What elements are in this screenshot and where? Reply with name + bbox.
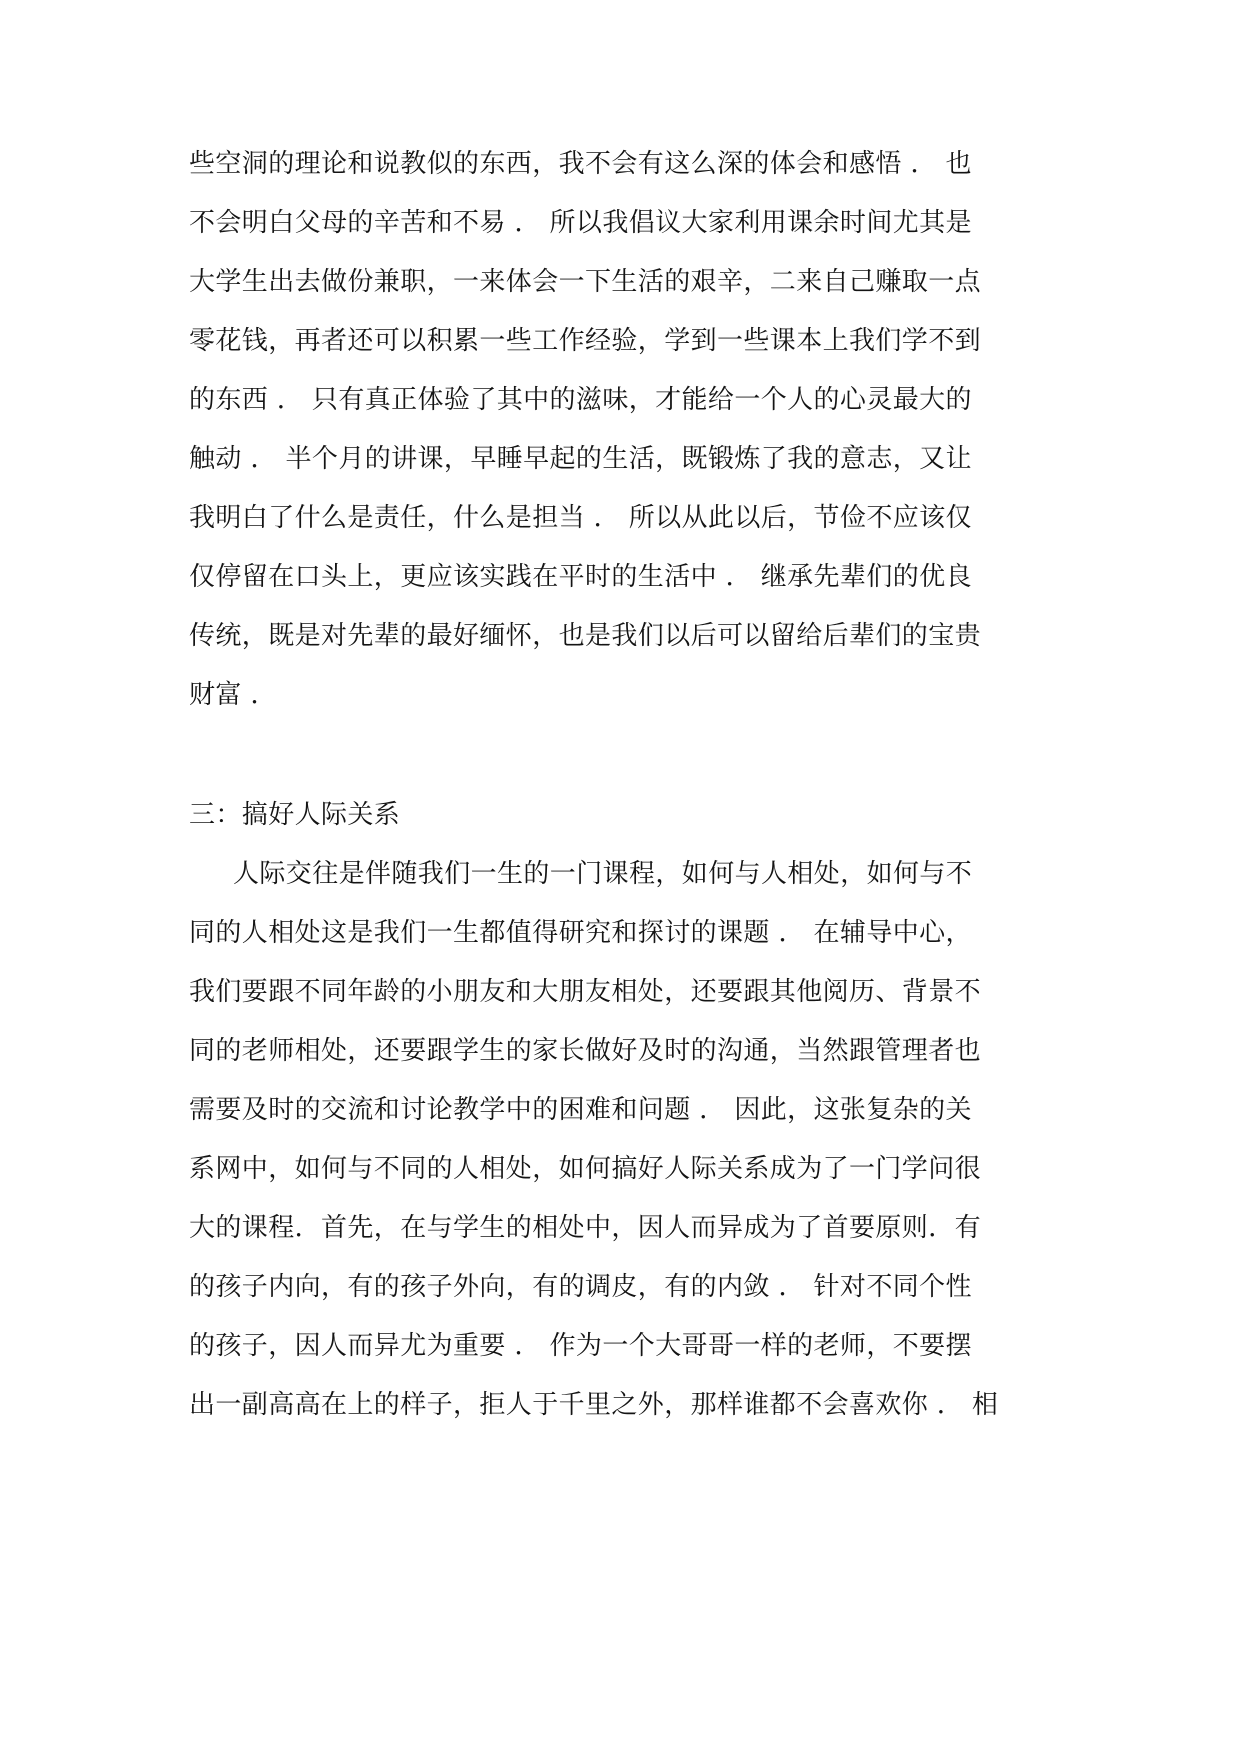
text-line: 大的课程．首先，在与学生的相处中，因人而异成为了首要原则．有 (189, 1213, 982, 1243)
text-line: 仅停留在口头上，更应该实践在平时的生活中 ． 继承先辈们的优良 (189, 562, 972, 592)
text-line: 触动 ． 半个月的讲课，早睡早起的生活，既锻炼了我的意志，又让 (189, 444, 972, 474)
text-line: 需要及时的交流和讨论教学中的困难和问题 ． 因此，这张复杂的关 (189, 1095, 972, 1125)
text-line: 我们要跟不同年龄的小朋友和大朋友相处，还要跟其他阅历、背景不 (189, 977, 982, 1007)
text-line: 我明白了什么是责任，什么是担当 ． 所以从此以后，节俭不应该仅 (189, 503, 972, 533)
text-line: 不会明白父母的辛苦和不易 ． 所以我倡议大家利用课余时间尤其是 (189, 208, 972, 238)
text-line: 人际交往是伴随我们一生的一门课程，如何与人相处，如何与不 (233, 859, 973, 889)
text-line: 同的人相处这是我们一生都值得研究和探讨的课题 ． 在辅导中心， (189, 918, 972, 948)
text-line: 同的老师相处，还要跟学生的家长做好及时的沟通，当然跟管理者也 (189, 1036, 982, 1066)
text-line: 出一副高高在上的样子，拒人于千里之外，那样谁都不会喜欢你 ． 相 (189, 1390, 999, 1420)
text-line: 的孩子，因人而异尤为重要 ． 作为一个大哥哥一样的老师，不要摆 (189, 1331, 972, 1361)
text-line: 些空洞的理论和说教似的东西，我不会有这么深的体会和感悟 ． 也 (189, 149, 972, 179)
text-line: 零花钱，再者还可以积累一些工作经验，学到一些课本上我们学不到 (189, 326, 982, 356)
text-line: 的东西 ． 只有真正体验了其中的滋味，才能给一个人的心灵最大的 (189, 385, 972, 415)
text-line: 大学生出去做份兼职，一来体会一下生活的艰辛，二来自己赚取一点 (189, 267, 982, 297)
section-heading: 三：搞好人际关系 (189, 800, 401, 830)
text-line: 的孩子内向，有的孩子外向，有的调皮，有的内敛 ． 针对不同个性 (189, 1272, 972, 1302)
text-line: 传统，既是对先辈的最好缅怀，也是我们以后可以留给后辈们的宝贵 (189, 621, 982, 651)
text-line: 系网中，如何与不同的人相处，如何搞好人际关系成为了一门学问很 (189, 1154, 982, 1184)
text-line: 财富 ． (189, 680, 277, 710)
